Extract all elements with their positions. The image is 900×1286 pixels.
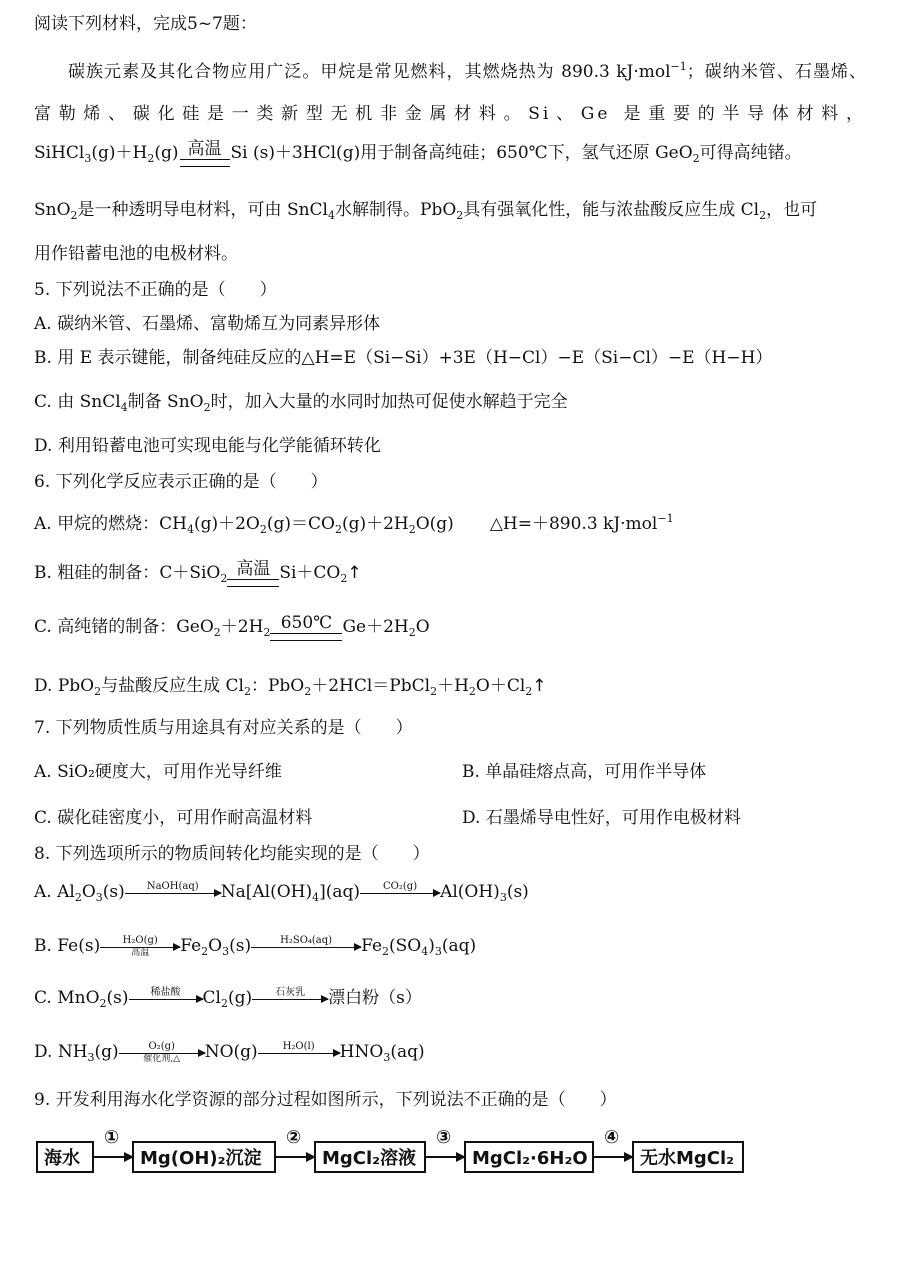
q7-option-d: D. 石墨烯导电性好，可用作电极材料	[462, 808, 741, 828]
q8-option-b: B. Fe(s) H₂O(g) 高温 $Fe_2O_3(s)$ H₂SO₄(aq) $Fe_2(SO_4)_3(aq)$	[34, 934, 477, 958]
step-2-label: ②	[286, 1127, 302, 1148]
flow-box-anhydrous-mgcl2: 无水MgCl₂	[632, 1141, 744, 1173]
q9-stem: 9. 开发利用海水化学资源的部分过程如图所示，下列说法不正确的是（ ）	[34, 1090, 617, 1110]
material-line-4: SnO$_2$是一种透明导电材料，可由 SnCl$_4$水解制得。PbO$_2$具有强氧化性，能与浓盐酸反应生成 $Cl_2$，也可	[34, 200, 818, 222]
q5-option-b: B. 用 E 表示键能，制备纯硅反应的△H=E（Si−Si）+3E（H−Cl）−E（Si−Cl）−E（H−H）	[34, 348, 773, 368]
step-3-label: ③	[436, 1127, 452, 1148]
flow-arrow-1	[94, 1156, 132, 1158]
q7-option-c: C. 碳化硅密度小，可用作耐高温材料	[34, 808, 313, 828]
step-4-label: ④	[604, 1127, 620, 1148]
q6-stem: 6. 下列化学反应表示正确的是（ ）	[34, 472, 328, 492]
q8-stem: 8. 下列选项所示的物质间转化均能实现的是（ ）	[34, 844, 430, 864]
flow-arrow-2	[276, 1156, 314, 1158]
step-1-label: ①	[104, 1127, 120, 1148]
q7-stem: 7. 下列物质性质与用途具有对应关系的是（ ）	[34, 718, 413, 738]
q5-stem: 5. 下列说法不正确的是（ ）	[34, 280, 277, 300]
q6-option-d: D. PbO$_2$与盐酸反应生成 $Cl_2$：$PbO_2+2HCl=PbCl_2+H_2O+Cl_2↑$	[34, 676, 547, 698]
flow-arrow-3	[426, 1156, 464, 1158]
q7-option-a: A. SiO₂硬度大，可用作光导纤维	[34, 762, 282, 782]
flow-box-seawater: 海水	[36, 1141, 94, 1173]
q8-option-a: A. $Al_2O_3(s)$ NaOH(aq) $Na[Al(OH)_4](aq)$ CO₂(g) $Al(OH)_3(s)$	[34, 880, 529, 904]
q8-option-d: D. $NH_3(g)$ O₂(g) 催化剂,△ NO(g) H₂O(l) $HNO_3(aq)$	[34, 1040, 425, 1064]
q7-option-b: B. 单晶硅熔点高，可用作半导体	[462, 762, 707, 782]
material-line-1: 碳族元素及其化合物应用广泛。甲烷是常见燃料，其燃烧热为 890.3 kJ·mol$^{-1}$；碳纳米管、石墨烯、	[68, 60, 866, 82]
material-line-2: 富勒烯、碳化硅是一类新型无机非金属材料。Si、Ge 是重要的半导体材料，	[34, 104, 866, 124]
material-line-3: $SiHCl_3(g)+H_2(g)$ 高温 Si (s)＋3HCl(g)用于制备高纯硅；650℃下，氢气还原 GeO$_2$可得高纯锗。	[34, 139, 802, 165]
flow-box-mg-oh2: Mg(OH)₂沉淀	[132, 1141, 276, 1173]
flow-box-mgcl2-solution: MgCl₂溶液	[314, 1141, 426, 1173]
q6-option-b: B. 粗硅的制备：C＋SiO$_2$ 高温 $Si+CO_2↑$	[34, 559, 362, 585]
q6-option-a: A. 甲烷的燃烧：$CH_4(g)+2O_2(g)=CO_2(g)+2H_2O(g)$ △H=＋890.3 kJ·mol$^{-1}$	[34, 512, 674, 536]
flow-arrow-4	[594, 1156, 632, 1158]
seawater-process-diagram	[34, 1127, 794, 1190]
q6-option-c: C. 高纯锗的制备：$GeO_2+2H_2$ 650℃ $Ge+2H_2O$	[34, 613, 430, 639]
q5-option-a: A. 碳纳米管、石墨烯、富勒烯互为同素异形体	[34, 314, 381, 334]
flow-box-mgcl2-hydrate: MgCl₂·6H₂O	[464, 1141, 594, 1173]
q5-option-c: C. 由 SnCl$_4$制备 SnO$_2$时，加入大量的水同时加热可促使水解趋于完全	[34, 392, 568, 414]
intro-text: 阅读下列材料，完成5~7题：	[34, 14, 257, 34]
q5-option-d: D. 利用铅蓄电池可实现电能与化学能循环转化	[34, 436, 381, 456]
material-line-5: 用作铅蓄电池的电极材料。	[34, 244, 238, 264]
q8-option-c: C. MnO$_2$(s) 稀盐酸 $Cl_2(g)$ 石灰乳 漂白粉（s）	[34, 986, 422, 1010]
